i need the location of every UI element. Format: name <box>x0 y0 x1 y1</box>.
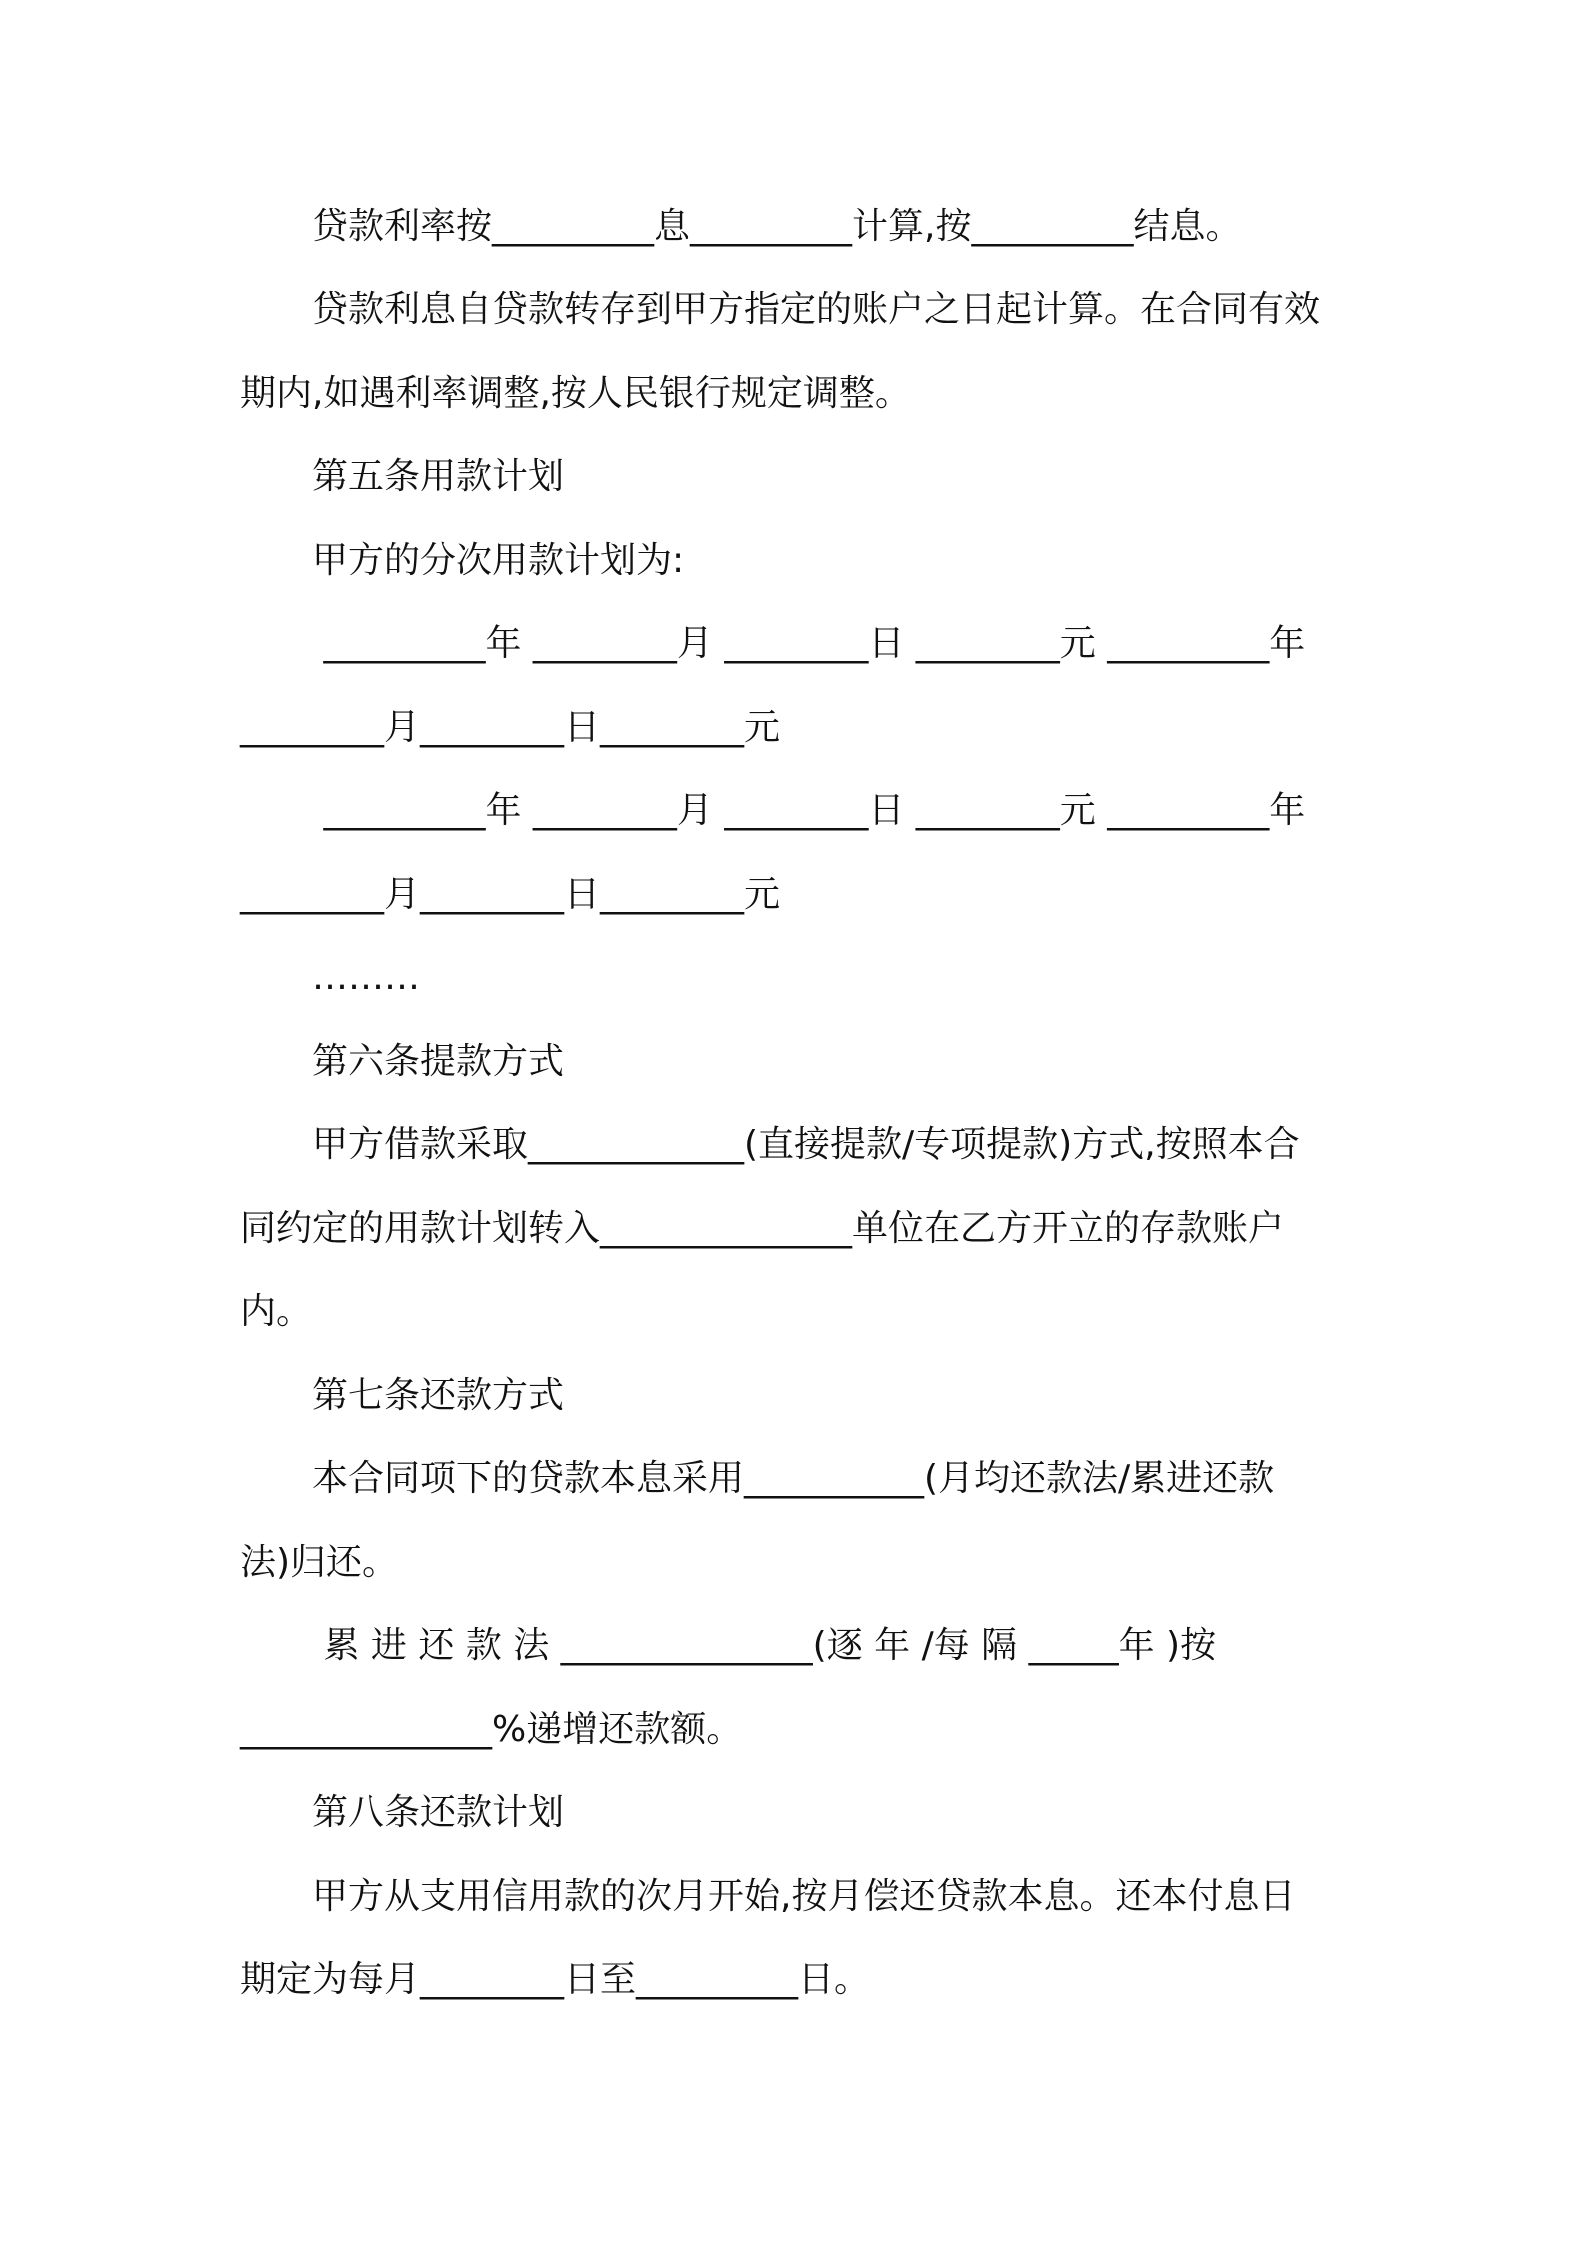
section-heading: 第六条提款方式 <box>240 1041 565 1082</box>
text-line: ______________%递增还款额。 <box>240 1709 743 1750</box>
text-line: 累 进 还 款 法 ______________(逐 年 /每 隔 _____年 )按 <box>240 1625 1217 1666</box>
text-line: _________年 ________月 ________日 ________元 _________年 <box>240 790 1306 831</box>
text-line: ________月________日________元 <box>240 707 780 748</box>
section-heading: 第八条还款计划 <box>240 1792 565 1833</box>
section-heading: 第五条用款计划 <box>240 456 565 497</box>
text-line: 法)归还。 <box>240 1542 399 1583</box>
text-line: 内。 <box>240 1291 313 1332</box>
text-line: 期内,如遇利率调整,按人民银行规定调整。 <box>240 373 911 414</box>
text-line: 本合同项下的贷款本息采用__________(月均还款法/累进还款 <box>240 1458 1275 1499</box>
text-line: 贷款利率按_________息_________计算,按_________结息。 <box>240 206 1242 247</box>
section-heading: 第七条还款方式 <box>240 1375 565 1416</box>
text-line: 甲方借款采取____________(直接提款/专项提款)方式,按照本合 <box>240 1124 1300 1165</box>
text-line: 甲方从支用信用款的次月开始,按月偿还贷款本息。还本付息日 <box>240 1876 1296 1917</box>
text-line: 甲方的分次用款计划为: <box>240 540 685 581</box>
text-line: ……… <box>240 957 421 998</box>
text-line: 期定为每月________日至_________日。 <box>240 1959 871 2000</box>
text-line: ________月________日________元 <box>240 874 780 915</box>
text-line: _________年 ________月 ________日 ________元 _________年 <box>240 623 1306 664</box>
text-line: 贷款利息自贷款转存到甲方指定的账户之日起计算。在合同有效 <box>240 289 1321 330</box>
text-line: 同约定的用款计划转入______________单位在乙方开立的存款账户 <box>240 1208 1285 1249</box>
